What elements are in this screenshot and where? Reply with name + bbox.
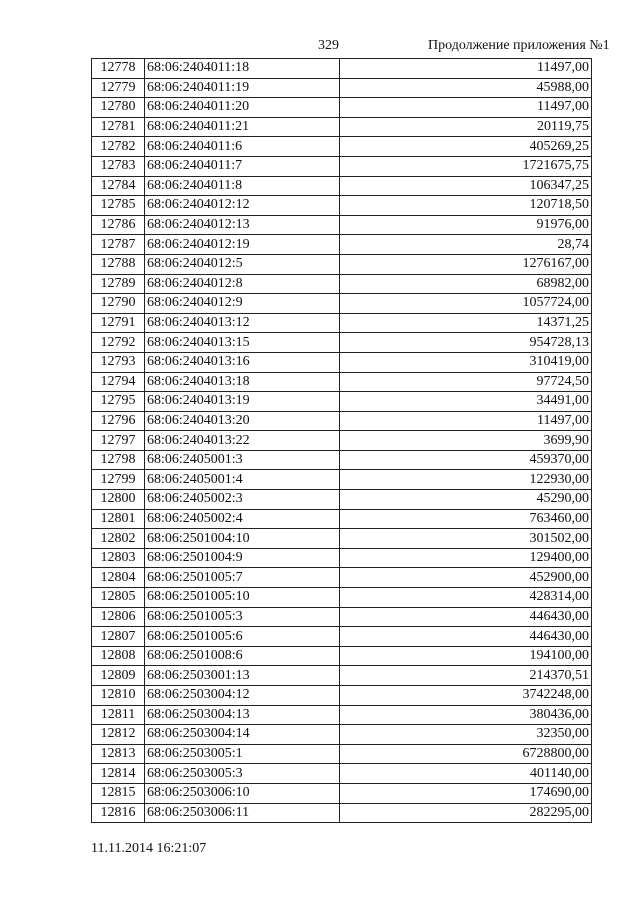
- cadastral-number: 68:06:2404012:8: [145, 274, 340, 294]
- cadastral-value: 428314,00: [340, 588, 592, 608]
- row-number: 12812: [92, 725, 145, 745]
- cadastral-number: 68:06:2404011:19: [145, 78, 340, 98]
- cadastral-number: 68:06:2503006:10: [145, 783, 340, 803]
- cadastral-value: 122930,00: [340, 470, 592, 490]
- appendix-title: Продолжение приложения №1: [428, 38, 610, 53]
- cadastral-value: 20119,75: [340, 117, 592, 137]
- row-number: 12808: [92, 646, 145, 666]
- cadastral-value: 28,74: [340, 235, 592, 255]
- row-number: 12801: [92, 509, 145, 529]
- cadastral-value: 91976,00: [340, 215, 592, 235]
- cadastral-number: 68:06:2404013:16: [145, 352, 340, 372]
- row-number: 12793: [92, 352, 145, 372]
- cadastral-value: 68982,00: [340, 274, 592, 294]
- table-row: [92, 98, 592, 118]
- cadastral-number: 68:06:2405002:3: [145, 490, 340, 510]
- row-number: 12806: [92, 607, 145, 627]
- cadastral-number: 68:06:2404013:15: [145, 333, 340, 353]
- row-number: 12804: [92, 568, 145, 588]
- row-number: 12802: [92, 529, 145, 549]
- cadastral-value: 452900,00: [340, 568, 592, 588]
- row-number: 12803: [92, 548, 145, 568]
- cadastral-number: 68:06:2404013:19: [145, 392, 340, 412]
- cadastral-value: 3699,90: [340, 431, 592, 451]
- cadastral-value: 459370,00: [340, 450, 592, 470]
- table-row: [92, 78, 592, 98]
- table-row: [92, 431, 592, 451]
- row-number: 12813: [92, 744, 145, 764]
- cadastral-number: 68:06:2503005:1: [145, 744, 340, 764]
- row-number: 12809: [92, 666, 145, 686]
- cadastral-value: 11497,00: [340, 98, 592, 118]
- table-row: [92, 450, 592, 470]
- cadastral-number: 68:06:2404012:13: [145, 215, 340, 235]
- row-number: 12805: [92, 588, 145, 608]
- cadastral-number: 68:06:2404013:12: [145, 313, 340, 333]
- table-row: [92, 117, 592, 137]
- row-number: 12794: [92, 372, 145, 392]
- row-number: 12787: [92, 235, 145, 255]
- cadastral-value: 214370,51: [340, 666, 592, 686]
- table-row: [92, 803, 592, 823]
- cadastral-number: 68:06:2501005:10: [145, 588, 340, 608]
- table-row: [92, 627, 592, 647]
- cadastral-value: 174690,00: [340, 783, 592, 803]
- cadastral-number: 68:06:2405001:3: [145, 450, 340, 470]
- table-row: [92, 568, 592, 588]
- row-number: 12811: [92, 705, 145, 725]
- cadastral-number: 68:06:2501004:9: [145, 548, 340, 568]
- cadastral-value: 3742248,00: [340, 686, 592, 706]
- table-row: [92, 646, 592, 666]
- row-number: 12816: [92, 803, 145, 823]
- cadastral-value: 1057724,00: [340, 294, 592, 314]
- table-row: [92, 215, 592, 235]
- table-row: [92, 725, 592, 745]
- row-number: 12796: [92, 411, 145, 431]
- table-row: [92, 352, 592, 372]
- table-row: [92, 764, 592, 784]
- table-row: [92, 686, 592, 706]
- table-row: [92, 744, 592, 764]
- row-number: 12784: [92, 176, 145, 196]
- table-body: [92, 59, 592, 823]
- row-number: 12789: [92, 274, 145, 294]
- table-row: [92, 470, 592, 490]
- row-number: 12792: [92, 333, 145, 353]
- cadastral-number: 68:06:2404012:9: [145, 294, 340, 314]
- cadastral-value: 14371,25: [340, 313, 592, 333]
- table-row: [92, 137, 592, 157]
- cadastral-value: 194100,00: [340, 646, 592, 666]
- cadastral-number: 68:06:2501005:3: [145, 607, 340, 627]
- row-number: 12779: [92, 78, 145, 98]
- row-number: 12786: [92, 215, 145, 235]
- table-row: [92, 156, 592, 176]
- cadastral-value: 401140,00: [340, 764, 592, 784]
- table-row: [92, 235, 592, 255]
- cadastral-value: 45988,00: [340, 78, 592, 98]
- cadastral-number: 68:06:2404011:6: [145, 137, 340, 157]
- cadastral-value: 11497,00: [340, 411, 592, 431]
- cadastral-number: 68:06:2404013:22: [145, 431, 340, 451]
- row-number: 12790: [92, 294, 145, 314]
- row-number: 12798: [92, 450, 145, 470]
- table-row: [92, 59, 592, 79]
- row-number: 12783: [92, 156, 145, 176]
- table-row: [92, 196, 592, 216]
- cadastral-number: 68:06:2503004:12: [145, 686, 340, 706]
- cadastral-value: 106347,25: [340, 176, 592, 196]
- cadastral-number: 68:06:2503001:13: [145, 666, 340, 686]
- row-number: 12797: [92, 431, 145, 451]
- table-row: [92, 372, 592, 392]
- table-row: [92, 490, 592, 510]
- cadastral-value: 1721675,75: [340, 156, 592, 176]
- cadastral-table: [91, 58, 592, 823]
- cadastral-value: 282295,00: [340, 803, 592, 823]
- table-row: [92, 333, 592, 353]
- cadastral-value: 129400,00: [340, 548, 592, 568]
- table-row: [92, 411, 592, 431]
- cadastral-value: 1276167,00: [340, 254, 592, 274]
- cadastral-number: 68:06:2503005:3: [145, 764, 340, 784]
- cadastral-value: 120718,50: [340, 196, 592, 216]
- row-number: 12799: [92, 470, 145, 490]
- cadastral-number: 68:06:2405002:4: [145, 509, 340, 529]
- cadastral-value: 6728800,00: [340, 744, 592, 764]
- table-row: [92, 666, 592, 686]
- cadastral-value: 446430,00: [340, 627, 592, 647]
- cadastral-number: 68:06:2404013:20: [145, 411, 340, 431]
- cadastral-number: 68:06:2404013:18: [145, 372, 340, 392]
- cadastral-number: 68:06:2404011:18: [145, 59, 340, 79]
- cadastral-value: 11497,00: [340, 59, 592, 79]
- cadastral-number: 68:06:2405001:4: [145, 470, 340, 490]
- table-row: [92, 705, 592, 725]
- cadastral-number: 68:06:2404012:12: [145, 196, 340, 216]
- cadastral-value: 32350,00: [340, 725, 592, 745]
- cadastral-number: 68:06:2501005:7: [145, 568, 340, 588]
- table-row: [92, 529, 592, 549]
- cadastral-value: 97724,50: [340, 372, 592, 392]
- cadastral-value: 954728,13: [340, 333, 592, 353]
- cadastral-number: 68:06:2501008:6: [145, 646, 340, 666]
- table-row: [92, 783, 592, 803]
- cadastral-number: 68:06:2503006:11: [145, 803, 340, 823]
- row-number: 12780: [92, 98, 145, 118]
- row-number: 12778: [92, 59, 145, 79]
- cadastral-number: 68:06:2404011:8: [145, 176, 340, 196]
- table-row: [92, 274, 592, 294]
- cadastral-number: 68:06:2503004:14: [145, 725, 340, 745]
- row-number: 12785: [92, 196, 145, 216]
- table-row: [92, 509, 592, 529]
- cadastral-value: 301502,00: [340, 529, 592, 549]
- row-number: 12800: [92, 490, 145, 510]
- cadastral-value: 763460,00: [340, 509, 592, 529]
- table-row: [92, 607, 592, 627]
- row-number: 12791: [92, 313, 145, 333]
- row-number: 12807: [92, 627, 145, 647]
- cadastral-value: 45290,00: [340, 490, 592, 510]
- row-number: 12815: [92, 783, 145, 803]
- table-row: [92, 588, 592, 608]
- row-number: 12788: [92, 254, 145, 274]
- table-row: [92, 392, 592, 412]
- cadastral-number: 68:06:2404011:20: [145, 98, 340, 118]
- print-timestamp: 11.11.2014 16:21:07: [91, 841, 207, 856]
- cadastral-number: 68:06:2404011:21: [145, 117, 340, 137]
- row-number: 12781: [92, 117, 145, 137]
- cadastral-number: 68:06:2404011:7: [145, 156, 340, 176]
- table-row: [92, 548, 592, 568]
- cadastral-number: 68:06:2404012:19: [145, 235, 340, 255]
- row-number: 12810: [92, 686, 145, 706]
- page-number: 329: [318, 38, 339, 53]
- cadastral-number: 68:06:2404012:5: [145, 254, 340, 274]
- table-row: [92, 254, 592, 274]
- cadastral-value: 405269,25: [340, 137, 592, 157]
- row-number: 12782: [92, 137, 145, 157]
- cadastral-value: 380436,00: [340, 705, 592, 725]
- cadastral-number: 68:06:2503004:13: [145, 705, 340, 725]
- cadastral-value: 310419,00: [340, 352, 592, 372]
- table-row: [92, 176, 592, 196]
- table-row: [92, 294, 592, 314]
- table-row: [92, 313, 592, 333]
- row-number: 12814: [92, 764, 145, 784]
- row-number: 12795: [92, 392, 145, 412]
- cadastral-number: 68:06:2501004:10: [145, 529, 340, 549]
- cadastral-value: 34491,00: [340, 392, 592, 412]
- cadastral-value: 446430,00: [340, 607, 592, 627]
- cadastral-number: 68:06:2501005:6: [145, 627, 340, 647]
